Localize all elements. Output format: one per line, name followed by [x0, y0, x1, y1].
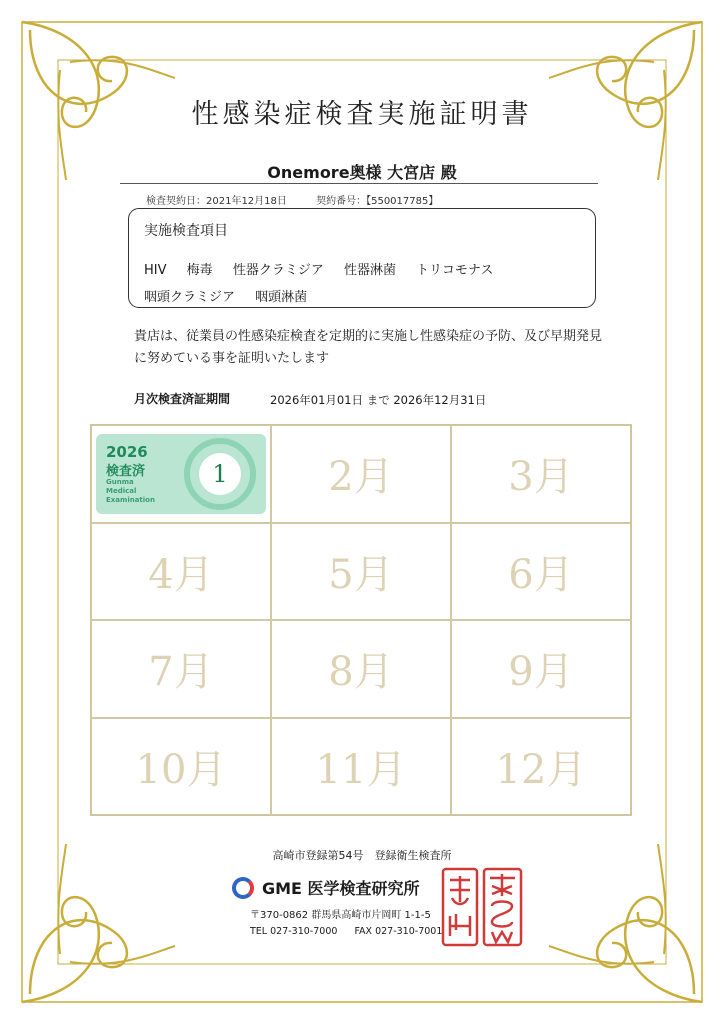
test-items-heading: 実施検査項目 [144, 223, 228, 239]
inspection-stamp [96, 434, 266, 514]
company-seal-icon [440, 866, 524, 948]
organization-logo-row [232, 876, 420, 899]
telephone: TEL 027-310-7000 [250, 926, 338, 937]
fax: FAX 027-310-7001 [354, 926, 443, 937]
monthly-check-grid [90, 424, 632, 816]
test-item: 咽頭クラミジア [144, 290, 236, 305]
period-label: 月次検査済証期間 [134, 392, 231, 406]
test-item: HIV [144, 263, 167, 278]
test-items-line-1 [144, 259, 509, 278]
month-cell-5: 5月 [271, 523, 451, 621]
stamp-month-number: 1 [199, 453, 241, 495]
recipient-underline [120, 183, 598, 184]
test-item: 咽頭淋菌 [255, 290, 308, 305]
month-cell-12: 12月 [451, 718, 631, 816]
contract-date: 検査契約日：2021年12月18日 [146, 196, 287, 207]
month-cell-3: 3月 [451, 425, 631, 523]
contract-info [146, 192, 464, 207]
month-cell-10: 10月 [91, 718, 271, 816]
test-item: 性器淋菌 [343, 263, 396, 278]
organization-name: GME 医学検査研究所 [262, 879, 420, 898]
contact-numbers [250, 926, 456, 937]
test-item: トリコモナス [416, 263, 494, 278]
stamp-org [106, 478, 155, 505]
organization-address: 〒370-0862 群馬県高崎市片岡町 1-1-5 [250, 910, 431, 921]
contract-number: 契約番号：【550017785】 [316, 196, 439, 207]
period-value: 2026年01月01日 まで 2026年12月31日 [270, 393, 487, 407]
stamp-year: 2026 [106, 442, 148, 461]
test-items-line-2 [144, 286, 323, 305]
stamp-status: 検査済 [106, 463, 146, 479]
document-title: 性感染症検査実施証明書 [191, 99, 533, 130]
stamp-org-line: Examination [106, 495, 155, 504]
registration-text: 高崎市登録第54号 登録衛生検査所 [272, 849, 452, 862]
gme-logo-icon [232, 877, 254, 899]
test-item: 梅毒 [186, 263, 213, 278]
month-cell-11: 11月 [271, 718, 451, 816]
month-cell-1 [91, 425, 271, 523]
month-cell-8: 8月 [271, 620, 451, 718]
stamp-org-line: Medical [106, 486, 137, 495]
month-cell-7: 7月 [91, 620, 271, 718]
recipient-name: Onemore奥様 大宮店 殿 [267, 163, 457, 182]
certification-statement: 貴店は、従業員の性感染症検査を定期的に実施し性感染症の予防、及び早期発見に努めている事を証明いたします [134, 329, 603, 366]
stamp-org-line: Gunma [106, 477, 134, 486]
test-item: 性器クラミジア [232, 263, 324, 278]
month-cell-4: 4月 [91, 523, 271, 621]
month-cell-9: 9月 [451, 620, 631, 718]
month-cell-2: 2月 [271, 425, 451, 523]
month-cell-6: 6月 [451, 523, 631, 621]
